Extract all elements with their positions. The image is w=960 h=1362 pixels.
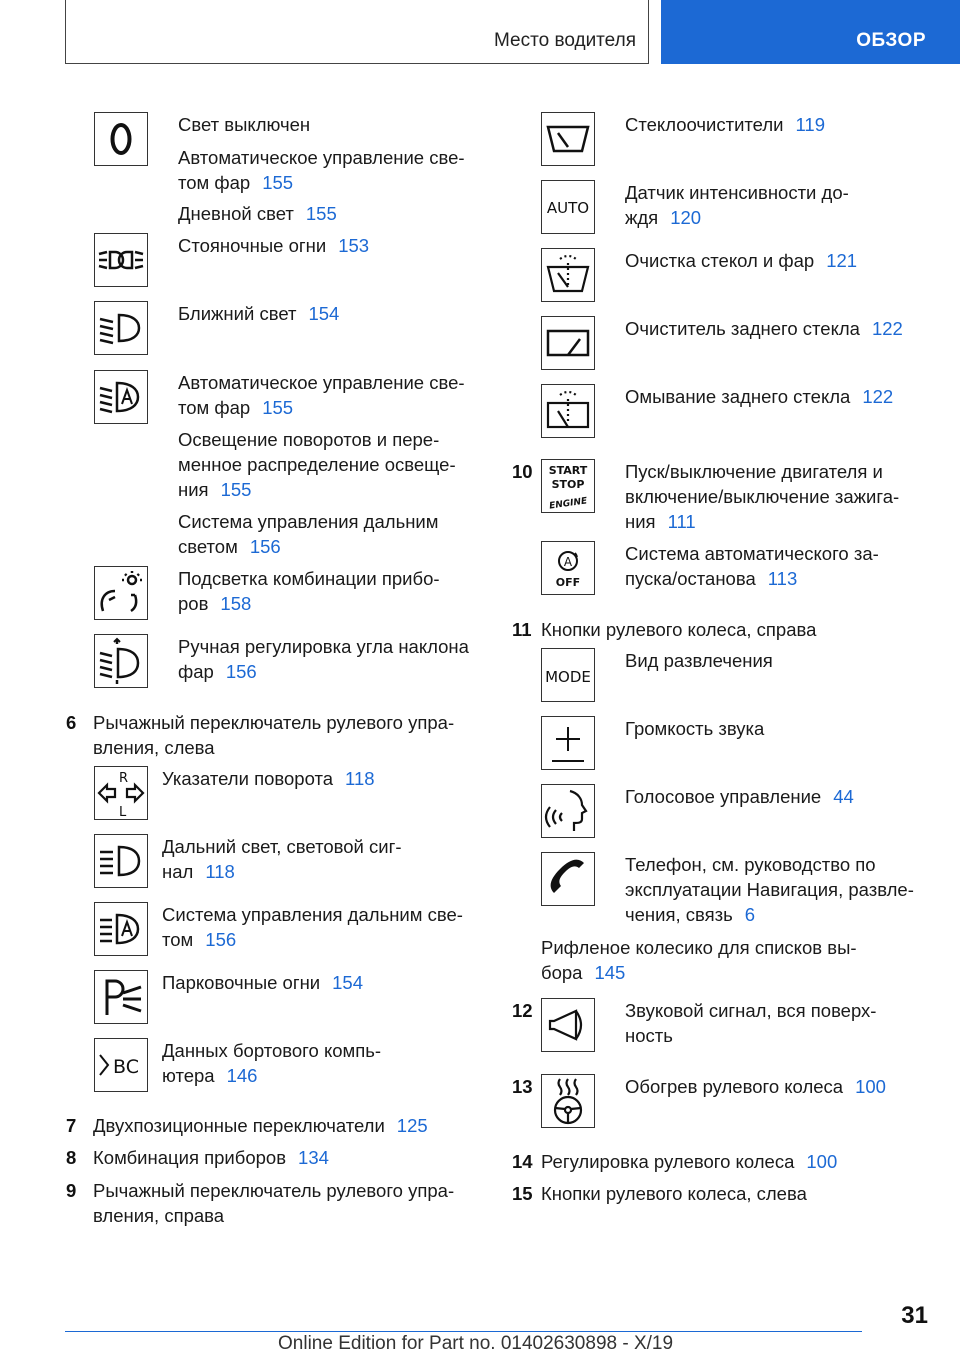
svg-text:OFF: OFF <box>555 576 581 589</box>
svg-text:L: L <box>119 805 127 819</box>
entry-daytime-light: Дневной свет 155 <box>178 203 337 224</box>
item-number-13: 13 <box>512 1076 533 1097</box>
item-15: Кнопки рулевого колеса, слева <box>541 1183 807 1204</box>
auto-start-stop-icon <box>541 541 595 595</box>
svg-text:R: R <box>119 771 129 786</box>
tab-overview-label: ОБЗОР <box>856 30 926 51</box>
entry-light-off: Свет выключен <box>178 114 311 135</box>
page-ref[interactable]: 122 <box>871 318 903 339</box>
rear-washer-icon <box>541 384 595 438</box>
start-stop-icon <box>541 459 595 513</box>
entry-horn: Звуковой сигнал, вся поверх- ность <box>625 1000 877 1046</box>
item-11-title: Кнопки рулевого колеса, справа <box>541 619 817 640</box>
footer-edition: Online Edition for Part no. 01402630898 - X/19 <box>278 1333 674 1354</box>
entry-low-beam: Ближний свет 154 <box>178 303 340 324</box>
horn-icon <box>541 998 595 1052</box>
page-ref[interactable]: 121 <box>826 250 858 271</box>
page-ref[interactable]: 118 <box>345 768 375 789</box>
washer-icon <box>541 248 595 302</box>
page-ref[interactable]: 100 <box>806 1151 838 1172</box>
entry-entertainment: Вид развлечения <box>625 650 773 671</box>
item-14: Регулировка рулевого колеса 100 <box>541 1151 838 1172</box>
page-ref[interactable]: 156 <box>205 929 237 950</box>
svg-text:START: START <box>548 464 588 477</box>
auto-headlight-icon <box>94 370 148 424</box>
steering-heat-icon <box>541 1074 595 1128</box>
svg-text:BC: BC <box>113 1056 139 1078</box>
item-number-7: 7 <box>66 1115 77 1136</box>
page-ref[interactable]: 153 <box>338 235 370 256</box>
page-ref[interactable]: 156 <box>225 661 257 682</box>
entry-phone: Телефон, см. руководство по эксплуатации Навигация, развле- чения, связь 6 <box>625 854 914 925</box>
entry-cornering-light: Освещение поворотов и пере- менное распределение освеще- ния 155 <box>178 429 456 500</box>
item-9: Рычажный переключатель рулевого упра- вления, справа <box>93 1180 455 1226</box>
item-number-12: 12 <box>512 1000 533 1021</box>
phone-icon <box>541 852 595 906</box>
parking-lights-icon <box>94 233 148 287</box>
entry-voice-control: Голосовое управление 44 <box>625 786 854 807</box>
instrument-lighting-icon <box>94 566 148 620</box>
entry-auto-headlight: Автоматическое управление све- том фар 155 <box>178 147 465 193</box>
entry-parking-lights: Стояночные огни 153 <box>178 235 370 256</box>
rain-sensor-icon <box>541 180 595 234</box>
svg-text:MODE: MODE <box>545 668 591 686</box>
item-number-9: 9 <box>66 1180 77 1201</box>
entry-auto-headlight-2: Автоматическое управление све- том фар 155 <box>178 372 465 418</box>
page-ref[interactable]: 44 <box>833 786 854 807</box>
rear-wiper-icon <box>541 316 595 370</box>
page-ref[interactable]: 111 <box>667 511 696 532</box>
item-number-15: 15 <box>512 1183 533 1204</box>
entry-auto-start-stop: Система автоматического за- пуска/останова 113 <box>625 543 879 589</box>
entry-start-stop: Пуск/выключение двигателя и включение/выключение зажига- ния 111 <box>625 461 900 532</box>
high-beam-assist-icon <box>94 902 148 956</box>
page-ref[interactable]: 155 <box>220 479 252 500</box>
entry-high-beam-assist: Система управления дальним светом 156 <box>178 511 439 557</box>
item-number-11: 11 <box>512 619 532 640</box>
onboard-computer-icon <box>94 1038 148 1092</box>
section-title: Место водителя <box>494 30 636 51</box>
entry-rear-washer: Омывание заднего стекла 122 <box>625 386 894 407</box>
page-ref[interactable]: 120 <box>670 207 702 228</box>
page-ref[interactable]: 145 <box>594 962 626 983</box>
page-ref[interactable]: 158 <box>220 593 252 614</box>
page-ref[interactable]: 122 <box>862 386 894 407</box>
page-ref[interactable]: 118 <box>205 861 235 882</box>
entry-rain-sensor: Датчик интенсивности до- ждя 120 <box>625 182 849 228</box>
entry-rear-wiper: Очиститель заднего стекла 122 <box>625 318 903 339</box>
page-ref[interactable]: 154 <box>332 972 364 993</box>
entry-thumbwheel: Рифленое колесико для списков вы- бора 145 <box>541 937 857 983</box>
item-number-14: 14 <box>512 1151 533 1172</box>
item-7: Двухпозиционные переключатели 125 <box>93 1115 428 1136</box>
page-ref[interactable]: 134 <box>298 1147 329 1168</box>
page-ref[interactable]: 119 <box>795 114 825 135</box>
item-number-6: 6 <box>66 712 77 733</box>
page-ref[interactable]: 155 <box>305 203 337 224</box>
svg-text:AUTO: AUTO <box>546 199 590 217</box>
headlight-range-icon <box>94 634 148 688</box>
page-ref[interactable]: 155 <box>262 397 294 418</box>
page-ref[interactable]: 125 <box>396 1115 428 1136</box>
svg-text:ENGINE: ENGINE <box>548 496 588 512</box>
page-ref[interactable]: 100 <box>855 1076 886 1097</box>
header-section-box <box>65 0 649 64</box>
high-beam-icon <box>94 834 148 888</box>
entry-high-beam-assist-2: Система управления дальним све- том 156 <box>162 904 463 950</box>
entry-volume: Громкость звука <box>625 718 765 739</box>
page-ref[interactable]: 6 <box>744 904 756 925</box>
volume-icon <box>541 716 595 770</box>
page-number: 31 <box>901 1302 928 1329</box>
entry-washer: Очистка стекол и фар 121 <box>625 250 858 271</box>
item-8: Комбинация приборов 134 <box>93 1147 329 1168</box>
item-number-8: 8 <box>66 1147 77 1168</box>
light-off-icon <box>94 112 148 166</box>
mode-icon <box>541 648 595 702</box>
footer-divider <box>65 1331 862 1332</box>
voice-control-icon <box>541 784 595 838</box>
wiper-icon <box>541 112 595 166</box>
page-ref[interactable]: 155 <box>262 172 294 193</box>
item-number-10: 10 <box>512 461 533 482</box>
item-6-title: Рычажный переключатель рулевого упра- вления, слева <box>93 712 455 758</box>
parking-light-icon <box>94 970 148 1024</box>
entry-turn-signals: Указатели поворота 118 <box>162 768 375 789</box>
entry-high-beam: Дальний свет, световой сиг- нал 118 <box>162 836 402 882</box>
page-ref[interactable]: 156 <box>249 536 281 557</box>
entry-onboard-computer: Данных бортового компь- ютера 146 <box>162 1040 382 1086</box>
entry-instrument-lighting: Подсветка комбинации прибо- ров 158 <box>178 568 440 614</box>
entry-headlight-range: Ручная регулировка угла наклона фар 156 <box>178 636 469 682</box>
entry-parking-light: Парковочные огни 154 <box>162 972 364 993</box>
svg-text:A: A <box>563 555 573 569</box>
page-ref[interactable]: 146 <box>226 1065 258 1086</box>
tab-overview[interactable] <box>661 0 960 64</box>
low-beam-icon <box>94 301 148 355</box>
page-ref[interactable]: 154 <box>308 303 340 324</box>
page-ref[interactable]: 113 <box>767 568 798 589</box>
entry-steering-heat: Обогрев рулевого колеса 100 <box>625 1076 886 1097</box>
svg-text:STOP: STOP <box>551 478 585 491</box>
entry-wipers: Стеклоочистители 119 <box>625 114 825 135</box>
turn-signal-icon <box>94 766 148 820</box>
